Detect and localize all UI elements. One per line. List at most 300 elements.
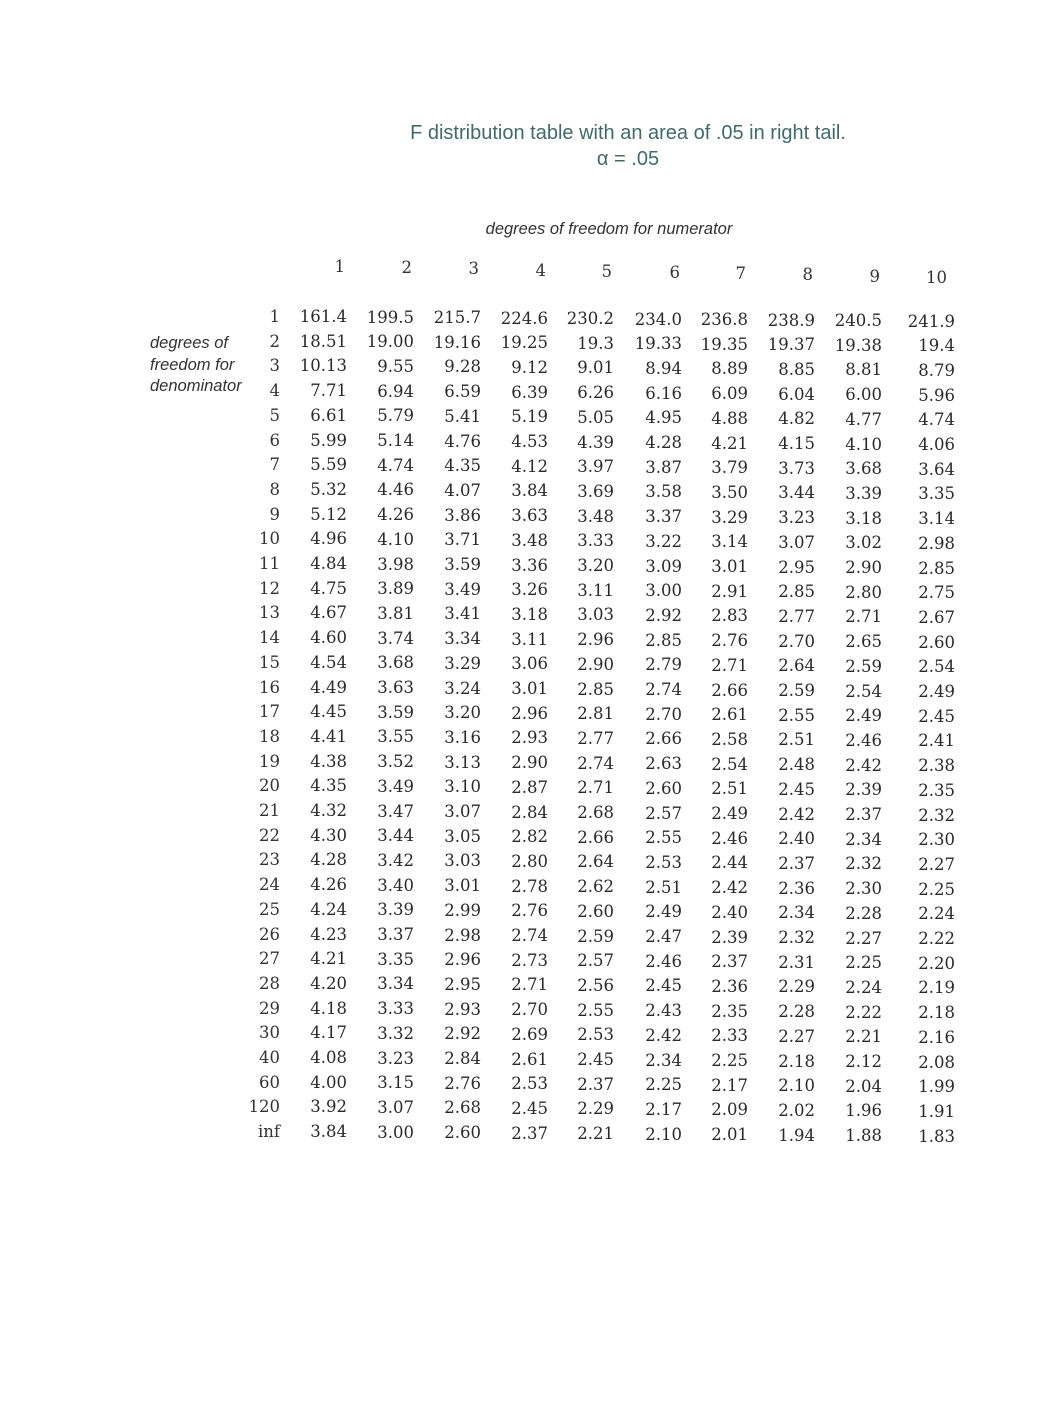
table-cell: 3.20: [444, 703, 481, 723]
table-cell: 2.47: [645, 927, 682, 946]
row-header: 17: [259, 702, 280, 722]
table-cell: 2.12: [845, 1052, 882, 1071]
table-cell: 4.35: [444, 456, 481, 476]
table-cell: 2.35: [918, 780, 955, 800]
row-header: 9: [269, 504, 280, 524]
table-cell: 4.10: [377, 529, 414, 549]
table-cell: 4.49: [310, 677, 347, 697]
table-cell: 2.54: [711, 754, 748, 774]
table-cell: 5.32: [310, 479, 347, 499]
table-cell: 5.19: [511, 407, 548, 427]
denominator-label-line: denominator: [150, 377, 242, 395]
table-cell: 19.4: [918, 336, 955, 356]
table-cell: 3.07: [377, 1097, 414, 1117]
table-cell: 2.22: [918, 929, 955, 948]
row-header: 40: [259, 1048, 280, 1067]
table-cell: 2.30: [845, 879, 882, 899]
table-cell: 215.7: [433, 308, 481, 327]
table-cell: 2.45: [511, 1098, 548, 1118]
table-cell: 2.53: [577, 1025, 614, 1045]
table-cell: 3.06: [511, 654, 548, 674]
table-cell: 3.07: [444, 802, 481, 821]
table-cell: 4.77: [845, 409, 882, 429]
table-cell: 2.96: [444, 950, 481, 970]
table-cell: 2.48: [778, 755, 815, 775]
table-cell: 2.24: [918, 904, 955, 924]
row-header: 5: [269, 405, 280, 425]
table-cell: 5.12: [310, 504, 347, 524]
table-cell: 2.16: [918, 1027, 955, 1047]
table-cell: 2.62: [577, 877, 614, 897]
table-cell: 3.10: [444, 777, 481, 797]
row-header: 8: [269, 479, 280, 499]
table-cell: 2.64: [577, 852, 614, 872]
table-cell: 3.89: [377, 579, 414, 599]
table-cell: 4.53: [511, 432, 548, 451]
table-cell: 2.49: [645, 902, 682, 922]
table-cell: 2.54: [845, 681, 882, 701]
table-cell: 2.57: [645, 803, 682, 823]
table-cell: 2.92: [645, 605, 682, 625]
table-cell: 2.40: [778, 829, 815, 849]
table-cell: 2.73: [511, 950, 548, 970]
table-cell: 2.20: [918, 953, 955, 973]
table-cell: 4.15: [778, 434, 815, 453]
table-cell: 2.76: [444, 1073, 481, 1093]
table-cell: 224.6: [500, 308, 548, 328]
table-cell: 4.35: [310, 776, 347, 796]
table-cell: 2.28: [845, 903, 882, 923]
table-cell: 4.28: [310, 850, 347, 870]
table-cell: 19.00: [366, 332, 414, 352]
table-cell: 2.60: [444, 1123, 481, 1143]
table-cell: 8.94: [645, 358, 682, 378]
table-cell: 3.39: [845, 483, 882, 503]
table-cell: 6.59: [444, 382, 481, 402]
column-header: 4: [535, 260, 546, 280]
table-cell: 3.01: [444, 876, 481, 896]
table-cell: 2.01: [711, 1125, 748, 1145]
table-cell: 8.89: [711, 359, 748, 379]
table-cell: 2.27: [778, 1026, 815, 1046]
table-cell: 3.20: [577, 556, 614, 575]
table-cell: 2.70: [778, 631, 815, 651]
row-header: 6: [269, 430, 280, 450]
table-cell: 6.39: [511, 382, 548, 402]
table-cell: 2.92: [444, 1024, 481, 1044]
table-cell: 2.10: [778, 1076, 815, 1096]
row-header: 21: [259, 801, 280, 820]
table-cell: 4.07: [444, 480, 481, 500]
table-cell: 3.52: [377, 752, 414, 772]
table-cell: 5.41: [444, 406, 481, 426]
table-cell: 3.29: [711, 507, 748, 527]
table-cell: 1.94: [778, 1125, 815, 1145]
table-cell: 4.88: [711, 408, 748, 428]
row-header: 28: [259, 973, 280, 993]
table-cell: 4.45: [310, 702, 347, 722]
row-header: 60: [259, 1072, 280, 1092]
table-cell: 4.21: [711, 433, 748, 453]
table-cell: 2.93: [511, 728, 548, 748]
table-cell: 2.25: [711, 1051, 748, 1070]
table-cell: 4.46: [377, 480, 414, 500]
table-cell: 2.42: [711, 878, 748, 898]
row-header: 11: [259, 554, 280, 573]
table-cell: 2.85: [645, 630, 682, 650]
table-cell: 2.91: [711, 581, 748, 601]
table-cell: 2.59: [577, 926, 614, 946]
table-cell: 3.68: [845, 459, 882, 479]
table-cell: 2.53: [511, 1074, 548, 1094]
table-cell: 1.83: [918, 1126, 955, 1146]
table-cell: 3.69: [577, 481, 614, 501]
table-cell: 2.71: [711, 655, 748, 675]
table-cell: 10.13: [299, 356, 347, 376]
table-cell: 2.09: [711, 1100, 748, 1120]
table-cell: 1.91: [918, 1101, 955, 1121]
table-cell: 2.69: [511, 1024, 548, 1044]
table-cell: 3.68: [377, 653, 414, 673]
table-cell: 2.95: [778, 557, 815, 577]
table-cell: 2.70: [511, 1000, 548, 1020]
table-cell: 3.37: [377, 925, 414, 944]
table-cell: 2.21: [845, 1027, 882, 1047]
table-cell: 3.11: [511, 629, 548, 649]
table-cell: 3.24: [444, 678, 481, 698]
table-cell: 2.84: [511, 802, 548, 822]
table-cell: 3.47: [377, 801, 414, 821]
row-header: 24: [259, 875, 280, 895]
table-cell: 2.49: [711, 804, 748, 823]
table-cell: 4.67: [310, 603, 347, 623]
table-cell: 3.49: [444, 579, 481, 599]
table-cell: 6.26: [577, 383, 614, 403]
table-cell: 3.35: [918, 484, 955, 504]
table-cell: 2.55: [577, 1000, 614, 1020]
table-cell: 4.06: [918, 435, 955, 454]
table-cell: 2.90: [577, 654, 614, 674]
table-cell: 2.34: [645, 1050, 682, 1070]
table-cell: 2.77: [577, 728, 614, 748]
table-cell: 5.96: [918, 385, 955, 405]
table-cell: 4.18: [310, 998, 347, 1018]
table-cell: 3.07: [778, 532, 815, 552]
table-cell: 2.76: [511, 901, 548, 921]
table-cell: 4.38: [310, 751, 347, 771]
row-header: 2: [269, 331, 280, 351]
table-cell: 3.14: [918, 509, 955, 529]
table-cell: 2.81: [577, 704, 614, 724]
table-cell: 19.25: [500, 333, 548, 353]
column-header: 5: [601, 261, 612, 281]
table-cell: 6.94: [377, 381, 414, 401]
table-cell: 7.71: [310, 381, 347, 401]
column-header: 1: [334, 257, 345, 276]
table-cell: 3.11: [577, 580, 614, 600]
row-header: 10: [259, 529, 280, 549]
table-cell: 2.67: [918, 607, 955, 627]
table-cell: 3.63: [511, 506, 548, 526]
table-cell: 2.45: [778, 779, 815, 799]
table-cell: 3.98: [377, 554, 414, 574]
table-cell: 3.23: [778, 508, 815, 528]
table-cell: 3.37: [645, 507, 682, 527]
table-cell: 2.96: [577, 630, 614, 650]
table-cell: 9.55: [377, 356, 414, 376]
row-header: 3: [269, 356, 280, 376]
table-cell: 4.82: [778, 409, 815, 429]
table-cell: 2.37: [577, 1074, 614, 1094]
table-cell: 2.90: [845, 558, 882, 577]
table-cell: 2.38: [918, 756, 955, 776]
table-cell: 2.18: [918, 1003, 955, 1023]
table-cell: 2.96: [511, 703, 548, 723]
table-cell: 4.20: [310, 973, 347, 993]
table-cell: 2.43: [645, 1001, 682, 1021]
table-cell: 3.33: [377, 999, 414, 1019]
table-cell: 2.30: [918, 830, 955, 850]
table-cell: 4.10: [845, 434, 882, 454]
table-cell: 9.01: [577, 358, 614, 378]
row-header: 12: [259, 578, 280, 598]
table-cell: 2.76: [711, 631, 748, 651]
table-cell: 2.29: [577, 1099, 614, 1119]
table-cell: 2.80: [845, 582, 882, 602]
table-cell: 19.16: [433, 332, 481, 352]
table-cell: 2.65: [845, 632, 882, 652]
table-cell: 2.42: [778, 804, 815, 824]
table-cell: 2.45: [918, 706, 955, 726]
table-cell: 3.14: [711, 532, 748, 552]
denominator-label-line: degrees of: [150, 334, 228, 352]
table-cell: 3.55: [377, 727, 414, 747]
row-header: 1: [269, 307, 280, 326]
row-header: 7: [269, 455, 280, 475]
column-header: 3: [468, 259, 479, 279]
table-cell: 3.18: [845, 508, 882, 528]
table-cell: 2.78: [511, 876, 548, 896]
row-header: 19: [259, 751, 280, 771]
table-cell: 2.59: [845, 656, 882, 676]
table-cell: 4.21: [310, 949, 347, 969]
table-cell: 2.55: [778, 705, 815, 725]
row-header: 120: [248, 1097, 280, 1117]
column-header: 7: [735, 264, 746, 284]
table-cell: 2.22: [845, 1002, 882, 1022]
row-header: 27: [259, 949, 280, 969]
row-header: 22: [259, 825, 280, 845]
table-cell: 2.85: [918, 558, 955, 578]
table-cell: 2.68: [444, 1098, 481, 1118]
table-cell: 2.37: [845, 805, 882, 824]
table-cell: 3.39: [377, 900, 414, 920]
table-cell: 3.42: [377, 850, 414, 870]
table-cell: 6.09: [711, 384, 748, 404]
table-cell: 2.93: [444, 999, 481, 1019]
table-cell: 2.49: [845, 706, 882, 726]
table-cell: 2.64: [778, 656, 815, 676]
table-cell: 2.41: [918, 731, 955, 751]
row-header: 15: [259, 652, 280, 672]
row-header: 25: [259, 899, 280, 919]
table-cell: 3.03: [577, 605, 614, 625]
table-cell: 2.59: [778, 681, 815, 700]
table-cell: 2.46: [711, 828, 748, 848]
table-cell: 2.46: [845, 730, 882, 750]
table-cell: 2.80: [511, 851, 548, 871]
table-cell: 2.25: [918, 879, 955, 899]
table-cell: 6.04: [778, 384, 815, 404]
table-cell: 2.83: [711, 606, 748, 626]
table-cell: 2.21: [577, 1124, 614, 1144]
row-header: 23: [259, 850, 280, 870]
table-cell: 4.32: [310, 801, 347, 820]
table-cell: 3.40: [377, 875, 414, 895]
table-cell: 2.61: [711, 705, 748, 725]
table-cell: 2.39: [845, 780, 882, 800]
column-header: 10: [926, 267, 947, 287]
table-cell: 2.60: [645, 778, 682, 798]
row-header: 14: [259, 628, 280, 648]
table-cell: 2.56: [577, 975, 614, 995]
alpha-subtitle: α = .05: [596, 148, 660, 170]
table-cell: 2.74: [577, 753, 614, 773]
table-cell: 4.08: [310, 1048, 347, 1067]
table-cell: 6.61: [310, 405, 347, 425]
table-cell: 4.60: [310, 628, 347, 648]
table-cell: 3.41: [444, 604, 481, 624]
column-header: 8: [802, 265, 813, 285]
row-header: 13: [259, 603, 280, 623]
table-cell: 2.29: [778, 977, 815, 997]
row-header: 18: [259, 726, 280, 746]
table-cell: 2.66: [645, 729, 682, 749]
table-cell: 6.00: [845, 385, 882, 405]
table-cell: 4.39: [577, 432, 614, 452]
table-cell: 8.85: [778, 359, 815, 379]
table-cell: 3.73: [778, 458, 815, 478]
table-cell: 3.00: [377, 1122, 414, 1142]
table-cell: 19.33: [634, 334, 682, 354]
table-cell: 234.0: [634, 309, 682, 329]
table-cell: 2.54: [918, 657, 955, 677]
table-cell: 2.10: [645, 1124, 682, 1144]
table-cell: 3.33: [577, 531, 614, 551]
table-cell: 240.5: [834, 311, 882, 330]
table-cell: 241.9: [907, 311, 955, 331]
table-cell: 19.35: [700, 334, 748, 354]
table-cell: 3.44: [778, 483, 815, 503]
table-cell: 2.74: [511, 926, 548, 945]
table-cell: 5.05: [577, 407, 614, 427]
table-cell: 2.17: [711, 1075, 748, 1095]
table-cell: 3.59: [444, 555, 481, 574]
table-cell: 3.86: [444, 505, 481, 525]
table-cell: 2.32: [918, 805, 955, 825]
table-cell: 3.87: [645, 457, 682, 477]
table-cell: 5.99: [310, 430, 347, 450]
table-cell: 2.51: [645, 877, 682, 897]
table-cell: 3.63: [377, 678, 414, 697]
table-cell: 3.44: [377, 826, 414, 846]
table-cell: 18.51: [299, 331, 347, 351]
table-cell: 4.76: [444, 431, 481, 451]
table-cell: 4.75: [310, 578, 347, 598]
table-cell: 2.37: [711, 952, 748, 972]
table-cell: 2.45: [645, 976, 682, 996]
table-cell: 19.38: [834, 335, 882, 355]
table-cell: 2.42: [845, 755, 882, 775]
table-cell: 238.9: [767, 310, 815, 330]
table-cell: 2.82: [511, 827, 548, 847]
table-cell: 3.48: [577, 506, 614, 526]
table-cell: 2.87: [511, 777, 548, 797]
table-cell: 2.79: [645, 655, 682, 675]
table-cell: 2.58: [711, 729, 748, 749]
table-cell: 2.98: [918, 533, 955, 553]
table-cell: 1.99: [918, 1077, 955, 1097]
table-cell: 3.34: [377, 974, 414, 994]
table-cell: 3.71: [444, 530, 481, 550]
table-cell: 3.74: [377, 628, 414, 648]
table-cell: 2.99: [444, 900, 481, 920]
table-cell: 2.61: [511, 1049, 548, 1069]
table-cell: 2.02: [778, 1100, 815, 1120]
table-cell: 2.04: [845, 1076, 882, 1096]
table-cell: 3.58: [645, 482, 682, 502]
table-cell: 4.23: [310, 924, 347, 944]
table-cell: 2.63: [645, 754, 682, 774]
table-cell: 2.44: [711, 853, 748, 873]
table-cell: 3.00: [645, 581, 682, 601]
table-cell: 2.45: [577, 1050, 614, 1069]
table-cell: 4.74: [377, 455, 414, 475]
table-cell: 8.81: [845, 360, 882, 380]
table-cell: 3.15: [377, 1073, 414, 1093]
table-cell: 2.24: [845, 977, 882, 997]
table-cell: 2.32: [778, 928, 815, 947]
table-cell: 2.57: [577, 951, 614, 971]
table-cell: 3.81: [377, 603, 414, 623]
row-header: 4: [269, 381, 280, 401]
table-cell: 3.59: [377, 702, 414, 722]
table-cell: 2.42: [645, 1025, 682, 1045]
table-cell: 2.51: [711, 779, 748, 799]
table-cell: 2.66: [711, 680, 748, 700]
table-cell: 4.30: [310, 825, 347, 845]
table-cell: 1.88: [845, 1126, 882, 1146]
table-cell: 4.17: [310, 1023, 347, 1043]
table-cell: 4.84: [310, 554, 347, 573]
table-cell: 2.60: [918, 632, 955, 652]
table-cell: 2.37: [778, 853, 815, 873]
table-cell: 2.18: [778, 1051, 815, 1071]
table-cell: 19.37: [767, 335, 815, 355]
table-cell: 2.90: [511, 753, 548, 773]
table-cell: 5.59: [310, 455, 347, 475]
table-cell: 2.98: [444, 925, 481, 945]
row-header: inf: [257, 1122, 280, 1142]
table-cell: 2.85: [577, 679, 614, 699]
table-cell: 2.74: [645, 680, 682, 699]
table-cell: 2.51: [778, 730, 815, 750]
table-cell: 3.01: [511, 679, 548, 698]
table-cell: 2.84: [444, 1049, 481, 1068]
table-cell: 4.00: [310, 1072, 347, 1092]
row-header: 26: [259, 924, 280, 944]
table-cell: 2.27: [918, 854, 955, 874]
